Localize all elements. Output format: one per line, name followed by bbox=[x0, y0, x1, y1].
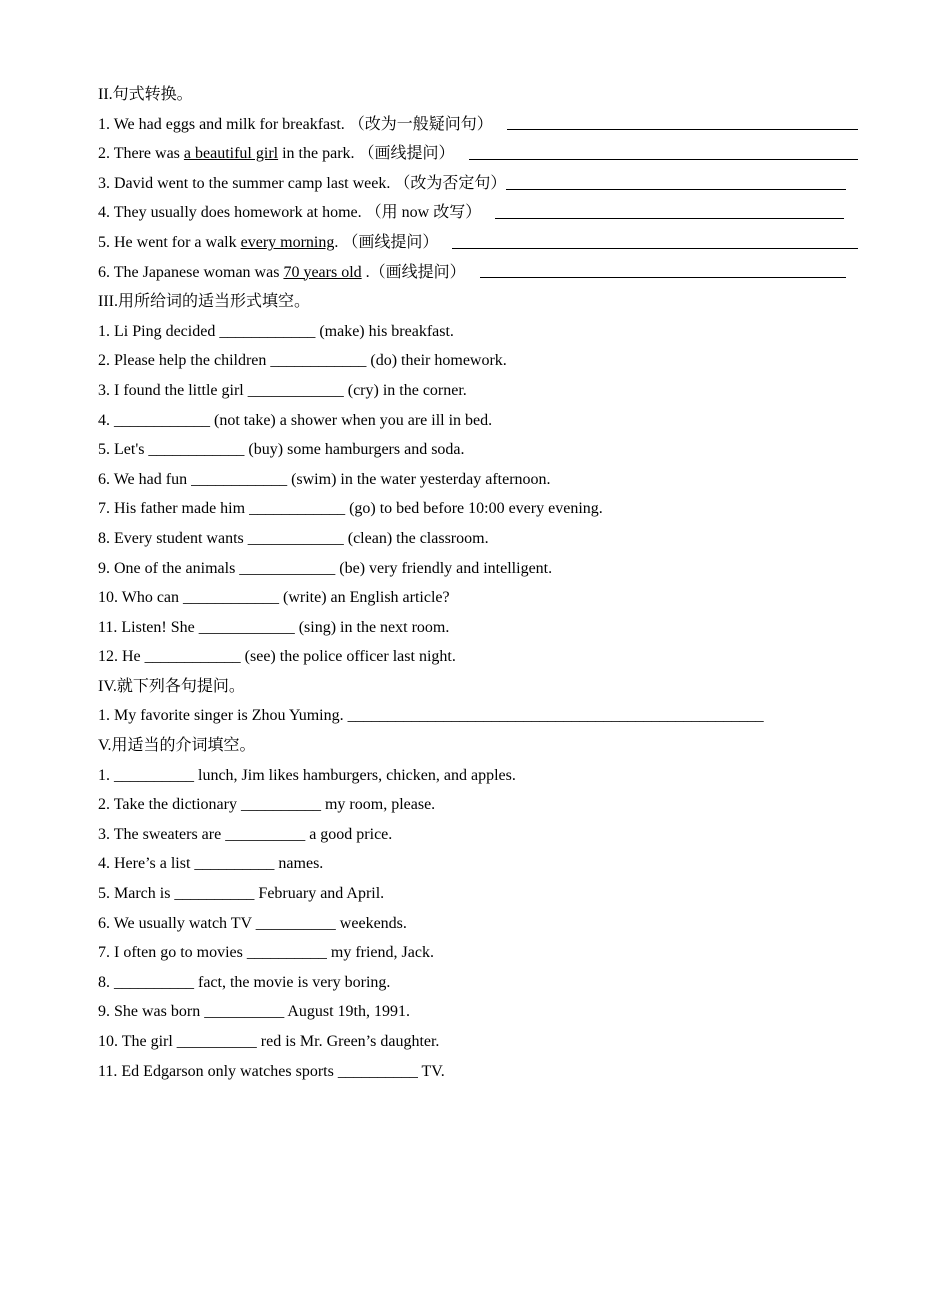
section-2-item-1 bbox=[98, 110, 858, 140]
section-3-heading: III.用所给词的适当形式填空。 bbox=[98, 293, 310, 311]
section-3-item: 1. Li Ping decided ____________ (make) his breakfast. bbox=[98, 322, 454, 340]
section-5-heading: V.用适当的介词填空。 bbox=[98, 737, 256, 755]
worksheet-page bbox=[98, 80, 858, 1086]
section-3-item: 8. Every student wants ____________ (clean) the classroom. bbox=[98, 529, 489, 547]
section-3-item: 6. We had fun ____________ (swim) in the water yesterday afternoon. bbox=[98, 470, 551, 488]
answer-line bbox=[452, 231, 858, 249]
underlined-phrase: every morning bbox=[240, 233, 335, 251]
underlined-phrase: a beautiful girl bbox=[183, 145, 279, 163]
answer-line bbox=[480, 260, 846, 278]
section-5-item: 4. Here’s a list __________ names. bbox=[98, 855, 324, 873]
answer-line bbox=[506, 172, 846, 190]
section-5-item: 9. She was born __________ August 19th, 1991. bbox=[98, 1003, 410, 1021]
section-5-item: 11. Ed Edgarson only watches sports __________ TV. bbox=[98, 1062, 445, 1080]
section-5-item: 2. Take the dictionary __________ my room, please. bbox=[98, 796, 436, 814]
section-3-item: 7. His father made him ____________ (go) to bed before 10:00 every evening. bbox=[98, 500, 603, 518]
section-3-item: 9. One of the animals ____________ (be) very friendly and intelligent. bbox=[98, 559, 553, 577]
section-3-item: 3. I found the little girl ____________ (cry) in the corner. bbox=[98, 381, 467, 399]
section-3-item: 10. Who can ____________ (write) an English article? bbox=[98, 589, 450, 607]
section-2-heading: II.句式转换。 bbox=[98, 86, 193, 103]
section-3-item: 4. ____________ (not take) a shower when you are ill in bed. bbox=[98, 411, 493, 429]
section-2-item-2 bbox=[98, 139, 858, 169]
section-3-item: 2. Please help the children ____________ (do) their homework. bbox=[98, 352, 507, 370]
section-2-item-5 bbox=[98, 228, 858, 258]
section-5-item: 8. __________ fact, the movie is very boring. bbox=[98, 973, 391, 991]
section-4-heading: IV.就下列各句提问。 bbox=[98, 677, 245, 695]
section-4-item: 1. My favorite singer is Zhou Yuming. ____________________________________________________ bbox=[98, 707, 764, 725]
underlined-phrase: 70 years old bbox=[283, 263, 362, 281]
section-3-item: 12. He ____________ (see) the police officer last night. bbox=[98, 648, 456, 666]
answer-line bbox=[507, 112, 858, 130]
item-text: 4. They usually does homework at home. （用 now 改写） bbox=[98, 204, 482, 222]
item-text: 6. The Japanese woman was 70 years old .（画线提问） bbox=[98, 263, 466, 281]
section-5-item: 7. I often go to movies __________ my friend, Jack. bbox=[98, 944, 434, 962]
item-text: 3. David went to the summer camp last week. （改为否定句） bbox=[98, 174, 507, 192]
section-3-item: 11. Listen! She ____________ (sing) in the next room. bbox=[98, 618, 450, 636]
section-3-item: 5. Let's ____________ (buy) some hamburgers and soda. bbox=[98, 441, 465, 459]
section-5-item: 1. __________ lunch, Jim likes hamburgers, chicken, and apples. bbox=[98, 766, 516, 784]
answer-line bbox=[495, 201, 844, 219]
section-5-item: 3. The sweaters are __________ a good price. bbox=[98, 825, 393, 843]
item-text: 1. We had eggs and milk for breakfast. （改为一般疑问句） bbox=[98, 115, 493, 133]
item-text: 5. He went for a walk every morning. （画线提问） bbox=[98, 233, 439, 251]
item-text: 2. There was a beautiful girl in the park. （画线提问） bbox=[98, 145, 455, 163]
section-2-item-3 bbox=[98, 169, 858, 199]
section-5-item: 6. We usually watch TV __________ weekends. bbox=[98, 914, 407, 932]
section-5-item: 5. March is __________ February and April. bbox=[98, 885, 385, 903]
section-2-item-4 bbox=[98, 198, 858, 228]
section-5-item: 10. The girl __________ red is Mr. Green’s daughter. bbox=[98, 1033, 440, 1050]
section-2-item-6 bbox=[98, 258, 858, 288]
answer-line bbox=[469, 142, 858, 160]
